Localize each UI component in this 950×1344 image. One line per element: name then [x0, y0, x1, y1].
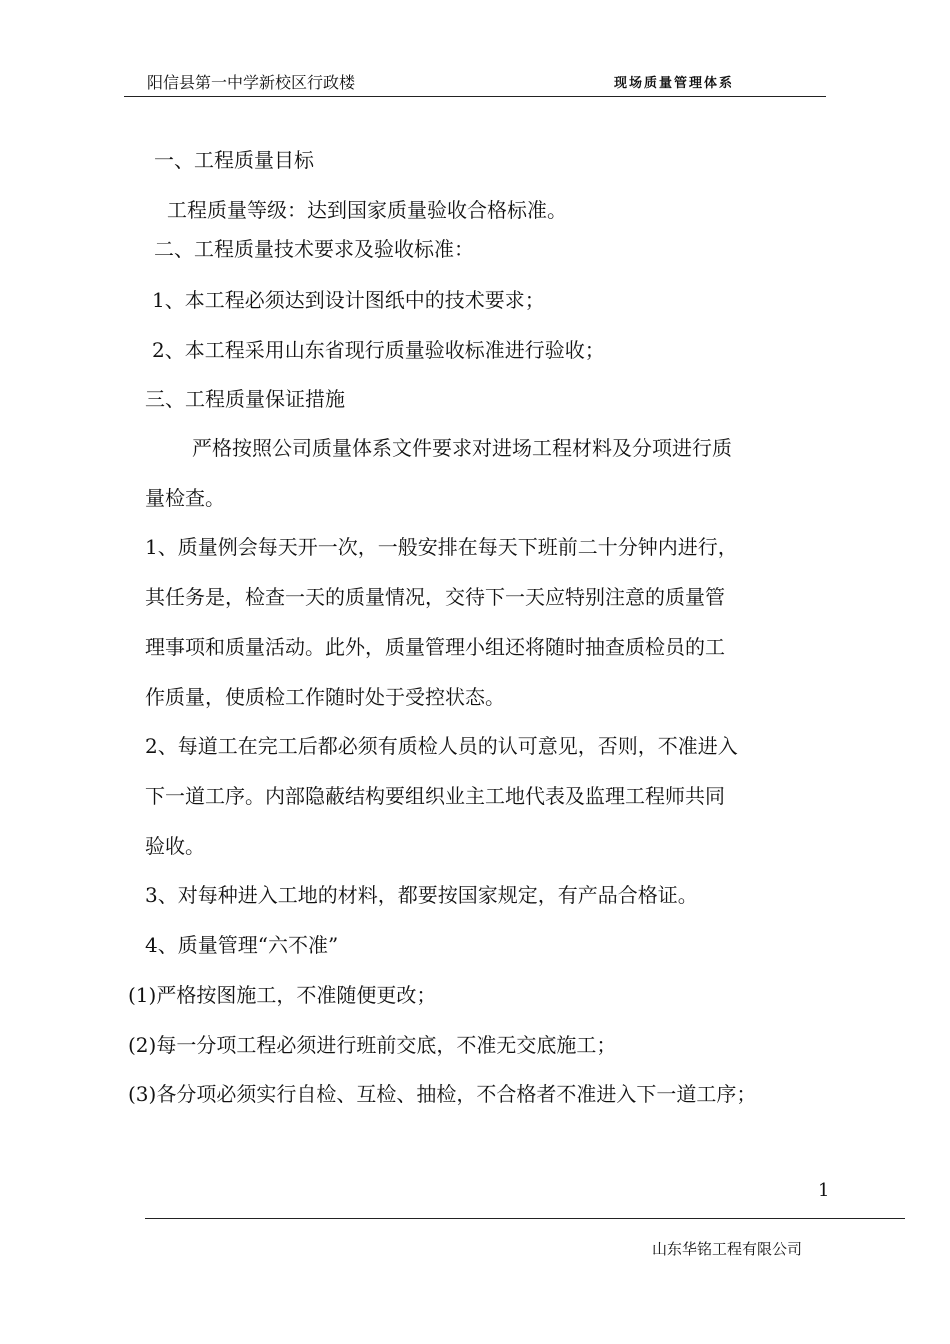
- paragraph-line: 作质量，使质检工作随时处于受控状态。: [145, 685, 505, 709]
- paragraph-line: 理事项和质量活动。此外，质量管理小组还将随时抽查质检员的工: [145, 635, 725, 659]
- heading-quality-assurance: 三、工程质量保证措施: [145, 387, 345, 411]
- heading-quality-goal: 一、工程质量目标: [154, 148, 314, 172]
- paragraph-line: 其任务是，检查一天的质量情况，交待下一天应特别注意的质量管: [145, 585, 725, 609]
- paragraph-line: 2、本工程采用山东省现行质量验收标准进行验收；: [152, 338, 605, 362]
- list-item: (2)每一分项工程必须进行班前交底，不准无交底施工；: [128, 1033, 617, 1057]
- paragraph-line: 1、本工程必须达到设计图纸中的技术要求；: [152, 288, 545, 312]
- paragraph-line: 工程质量等级：达到国家质量验收合格标准。: [167, 198, 567, 222]
- paragraph-line: 验收。: [145, 834, 205, 858]
- paragraph-line: 量检查。: [145, 486, 225, 510]
- header-divider: [124, 96, 826, 97]
- paragraph-line: 4、质量管理“六不准”: [145, 933, 339, 957]
- header-project-title: 阳信县第一中学新校区行政楼: [147, 73, 356, 92]
- footer-company-name: 山东华铭工程有限公司: [652, 1240, 803, 1258]
- list-item: (1)严格按图施工，不准随便更改；: [128, 983, 437, 1007]
- paragraph-line: 严格按照公司质量体系文件要求对进场工程材料及分项进行质: [192, 436, 732, 460]
- list-item: (3)各分项必须实行自检、互检、抽检，不合格者不准进入下一道工序；: [128, 1082, 757, 1106]
- paragraph-line: 1、质量例会每天开一次，一般安排在每天下班前二十分钟内进行，: [145, 535, 738, 559]
- paragraph-line: 下一道工序。内部隐蔽结构要组织业主工地代表及监理工程师共同: [145, 784, 725, 808]
- page-number: 1: [818, 1180, 830, 1201]
- heading-technical-requirements: 二、工程质量技术要求及验收标准：: [154, 237, 474, 261]
- paragraph-line: 3、对每种进入工地的材料，都要按国家规定，有产品合格证。: [145, 883, 698, 907]
- footer-divider: [145, 1218, 905, 1219]
- paragraph-line: 2、每道工在完工后都必须有质检人员的认可意见，否则，不准进入: [145, 734, 738, 758]
- header-section-title: 现场质量管理体系: [614, 76, 735, 91]
